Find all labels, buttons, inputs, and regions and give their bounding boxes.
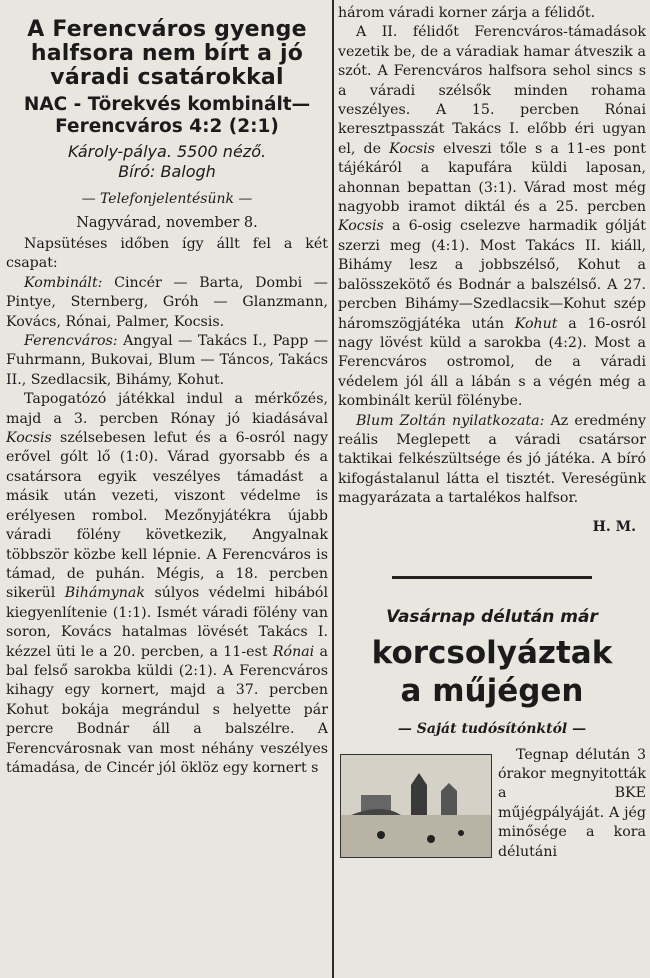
team2-label: Ferencváros: xyxy=(24,333,118,350)
ice-article-title: korcsolyáztak xyxy=(371,634,613,671)
author-signature: H. M. xyxy=(592,518,636,535)
section-divider xyxy=(338,567,646,586)
ice-article-credit: — Saját tudósítónktól — xyxy=(397,720,587,737)
lineup-team1 xyxy=(6,274,328,332)
report-credit: — Telefonjelentésünk — xyxy=(81,191,253,207)
team1-label: Kombinált: xyxy=(24,274,103,291)
ice-article-kicker: Vasárnap délután már xyxy=(386,606,598,627)
ice-article-body xyxy=(338,746,646,860)
team1-lineup: Cincér — Barta, Dombi — Pintye, Sternberg, Gróh — Glanzmann, Kovács, Rónai, Palmer, Kocsis. xyxy=(6,274,328,330)
lineup-intro: Napsütéses időben így állt fel a két csapat: xyxy=(6,236,328,272)
coach-statement: Blum Zoltán nyilatkozata: Az eredmény reális Meglepett a váradi csatársor taktikai felkészültsége és jó játéka. A bíró kifogástalanul látta el tisztét. Vereségünk magyarázata a tartalékos halfsor. xyxy=(338,412,646,507)
ice-article-title-line2: a műjégen xyxy=(400,672,584,709)
divider-bar xyxy=(392,576,592,579)
ice-rink-photo xyxy=(340,754,492,858)
venue-line: Károly-pálya. 5500 néző. xyxy=(67,142,267,161)
ice-rink-illustration xyxy=(341,755,491,857)
match-score-subhead: NAC - Törekvés kombinált— Ferencváros 4:2 (2:1) xyxy=(23,94,311,137)
left-column xyxy=(6,0,328,978)
first-half-end: három váradi korner zárja a félidőt. xyxy=(338,5,596,21)
referee-line: Bíró: Balogh xyxy=(118,162,216,181)
column-rule xyxy=(332,0,334,978)
dateline: Nagyvárad, november 8. xyxy=(76,215,258,231)
second-half-report: A II. félidőt Ferencváros-támadások vezetik be, de a váradiak hamar átveszik a szót. A Ferencváros halfsora sehol sincs s a váradi szélsők minden rohama veszélyes. A 15. percben Rónai keresztpasszát Takács I. előbb éri ugyan el, de Kocsis elveszi tőle s a 11-es pont tájékáról a kapufára küldi laposan, ahonnan bepattan (3:1). Várad most még nagyobb iramot diktál és a 25. percben Kocsis a 6-osig cselezve harmadik gólját szerzi meg (4:1). Most Takács II. kiáll, Bihámy lesz a jobbszélső, Kohut a balösszekötő és Bodnár a balszélső. A 27. percben Bihámy—Szedlacsik—Kohut szép háromszögjátéka után Kohut a 16-osról nagy lövést küld a sarokba (4:2). Most a Ferencváros ostromol, de a váradi védelem jól áll a lábán s a végén még a kombinált kerül fölénybe. xyxy=(338,24,646,410)
headline: A Ferencváros gyenge halfsora nem bírt a jó váradi csatárokkal xyxy=(27,17,307,90)
right-column xyxy=(338,0,646,978)
first-half-report: Tapogatózó játékkal indul a mérkőzés, majd a 3. percben Rónay jó kiadásával Kocsis szélsebesen lefut és a 6-osról nagy erővel gólt lő (1:0). Várad gyorsabb és a csatársora egyik veszélyes támadást a másik után vezeti, viszont védelme is erélyesen rombol. Mezőnyjátékra újabb váradi fölény következik, Angyalnak többször közbe kell lépnie. A Ferencváros is támad, de puhán. Mégis, a 18. percben sikerül Bihámynak súlyos védelmi hibából kiegyenlítenie (1:1). Ismét váradi fölény van soron, Kovács hatalmas lövését Takács I. kézzel üti le a 20. percben, a 11-est Rónai a bal felső sarokba küldi (2:1). A Ferencváros kihagy egy kornert, majd a 37. percben Kohut bokája megrándul s helyette pár percre Bodnár áll a balszélre. A Ferencvárosnak van most néhány veszélyes támadása, de Cincér jól öklöz egy kornert s xyxy=(6,391,328,776)
lineup-team2 xyxy=(6,332,328,390)
team2-lineup: Angyal — Takács I., Papp — Fuhrmann, Bukovai, Blum — Táncos, Takács II., Szedlacsik, Bihámy, Kohut. xyxy=(6,333,328,388)
ice-article-text: Tegnap délután 3 órakor megnyitották a BKE műjégpályáját. A jég minősége a kora délutáni xyxy=(498,746,646,860)
